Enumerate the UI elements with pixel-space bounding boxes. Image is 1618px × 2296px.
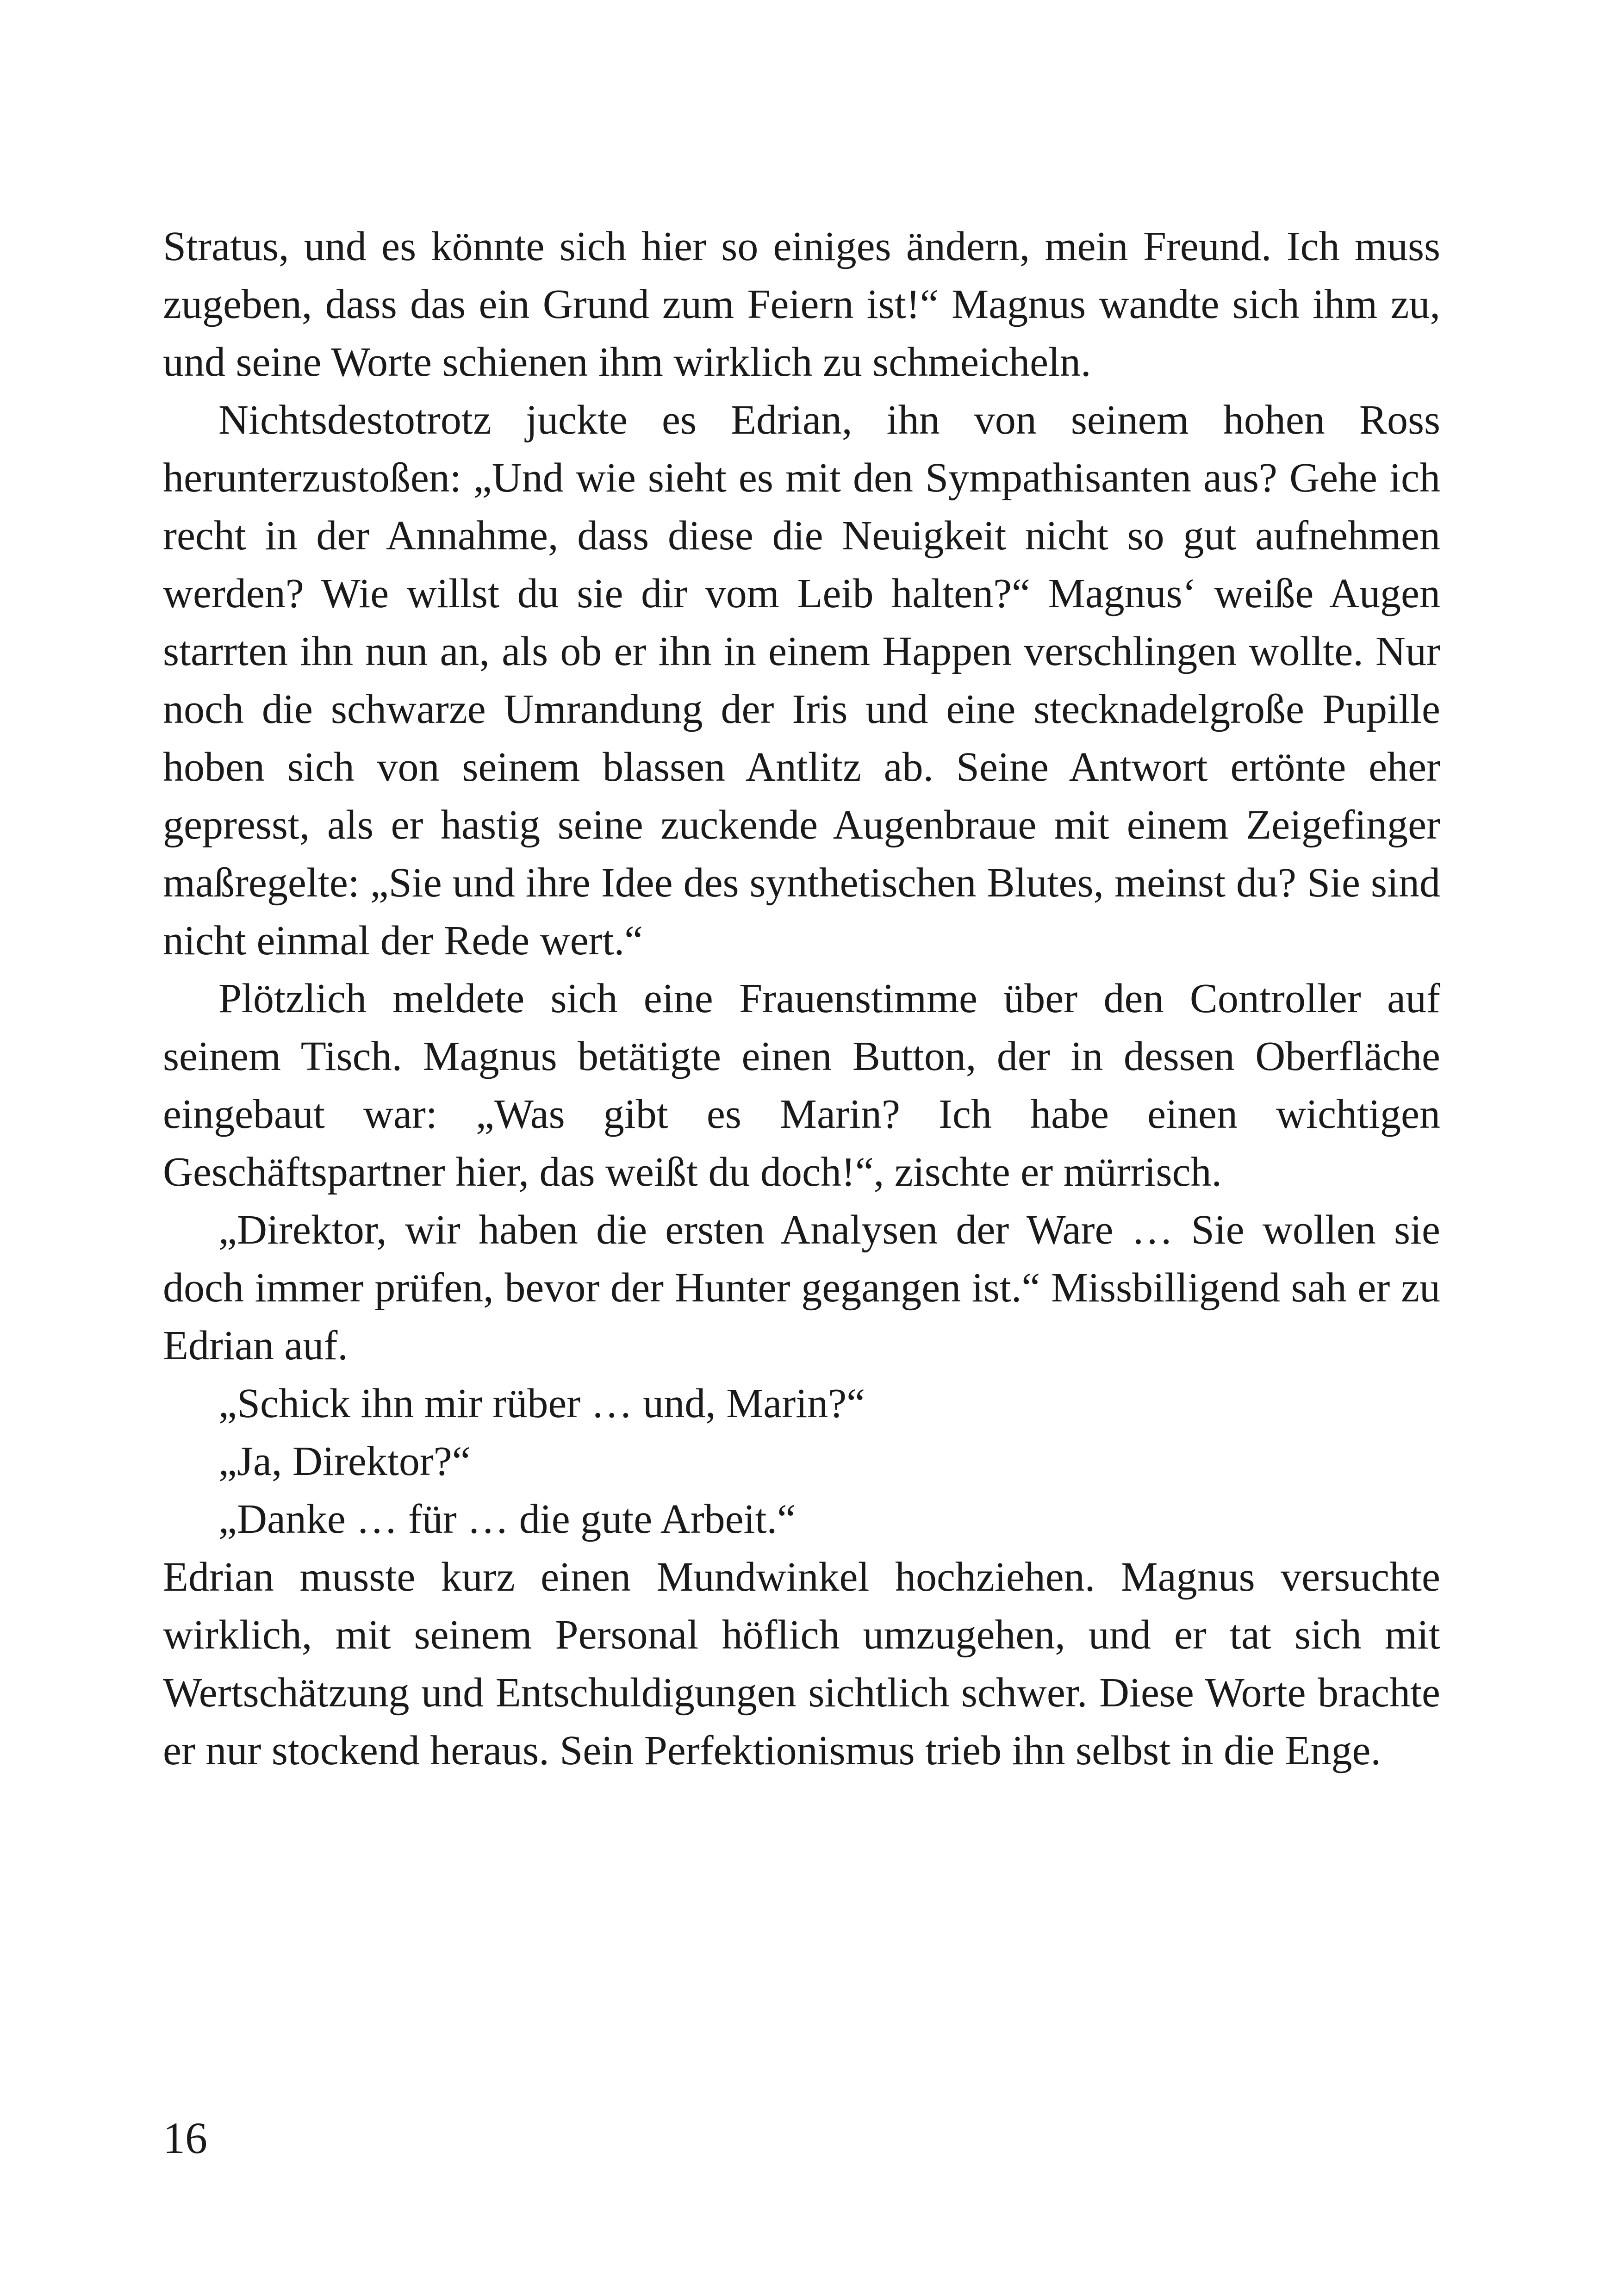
paragraph: „Direktor, wir haben die ersten Analysen der Ware … Sie wollen sie doch immer prüfen, bevor der Hunter gegangen ist.“ Missbilligend sah er zu Edrian auf. [163,1207,1440,1369]
paragraph: Nichtsdestotrotz juckte es Edrian, ihn von seinem hohen Ross herunterzustoßen: „Und wie sieht es mit den Sympathisanten aus? Gehe ich recht in der Annahme, dass diese die Neuigkeit nicht so gut aufnehmen werden? Wie willst du sie dir vom Leib halten?“ Magnus‘ weiße Augen starrten ihn nun an, als ob er ihn in einem Happen verschlingen wollte. Nur noch die schwarze Umrandung der Iris und eine stecknadelgroße Pupille hoben sich von seinem blassen Antlitz ab. Seine Antwort ertönte eher gepresst, als er hastig seine zuckende Augenbraue mit einem Zeigefinger maßregelte: „Sie und ihre Idee des synthetischen Blutes, meinst du? Sie sind nicht einmal der Rede wert.“ [163,397,1440,964]
paragraph: Stratus, und es könnte sich hier so einiges ändern, mein Freund. Ich muss zugeben, dass das ein Grund zum Feiern ist!“ Magnus wandte sich ihm zu, und seine Worte schienen ihm wirklich zu schmeicheln. [163,224,1440,385]
page-number: 16 [163,2113,207,2163]
paragraph: „Danke … für … die gute Arbeit.“ [218,1496,796,1542]
paragraph: „Schick ihn mir rüber … und, Marin?“ [218,1381,865,1426]
paragraph: „Ja, Direktor?“ [218,1438,471,1484]
book-body-text [163,218,1440,1780]
paragraph: Plötzlich meldete sich eine Frauenstimme über den Controller auf seinem Tisch. Magnus betätigte einen Button, der in dessen Oberfläche eingebaut war: „Was gibt es Marin? Ich habe einen wichtigen Geschäftspartner hier, das weißt du doch!“, zischte er mürrisch. [163,976,1440,1195]
paragraph: Edrian musste kurz einen Mundwinkel hochziehen. Magnus versuchte wirklich, mit seinem Personal höflich umzugehen, und er tat sich mit Wertschätzung und Entschuldigungen sichtlich schwer. Diese Worte brachte er nur stockend heraus. Sein Perfektionismus trieb ihn selbst in die Enge. [163,1554,1440,1773]
